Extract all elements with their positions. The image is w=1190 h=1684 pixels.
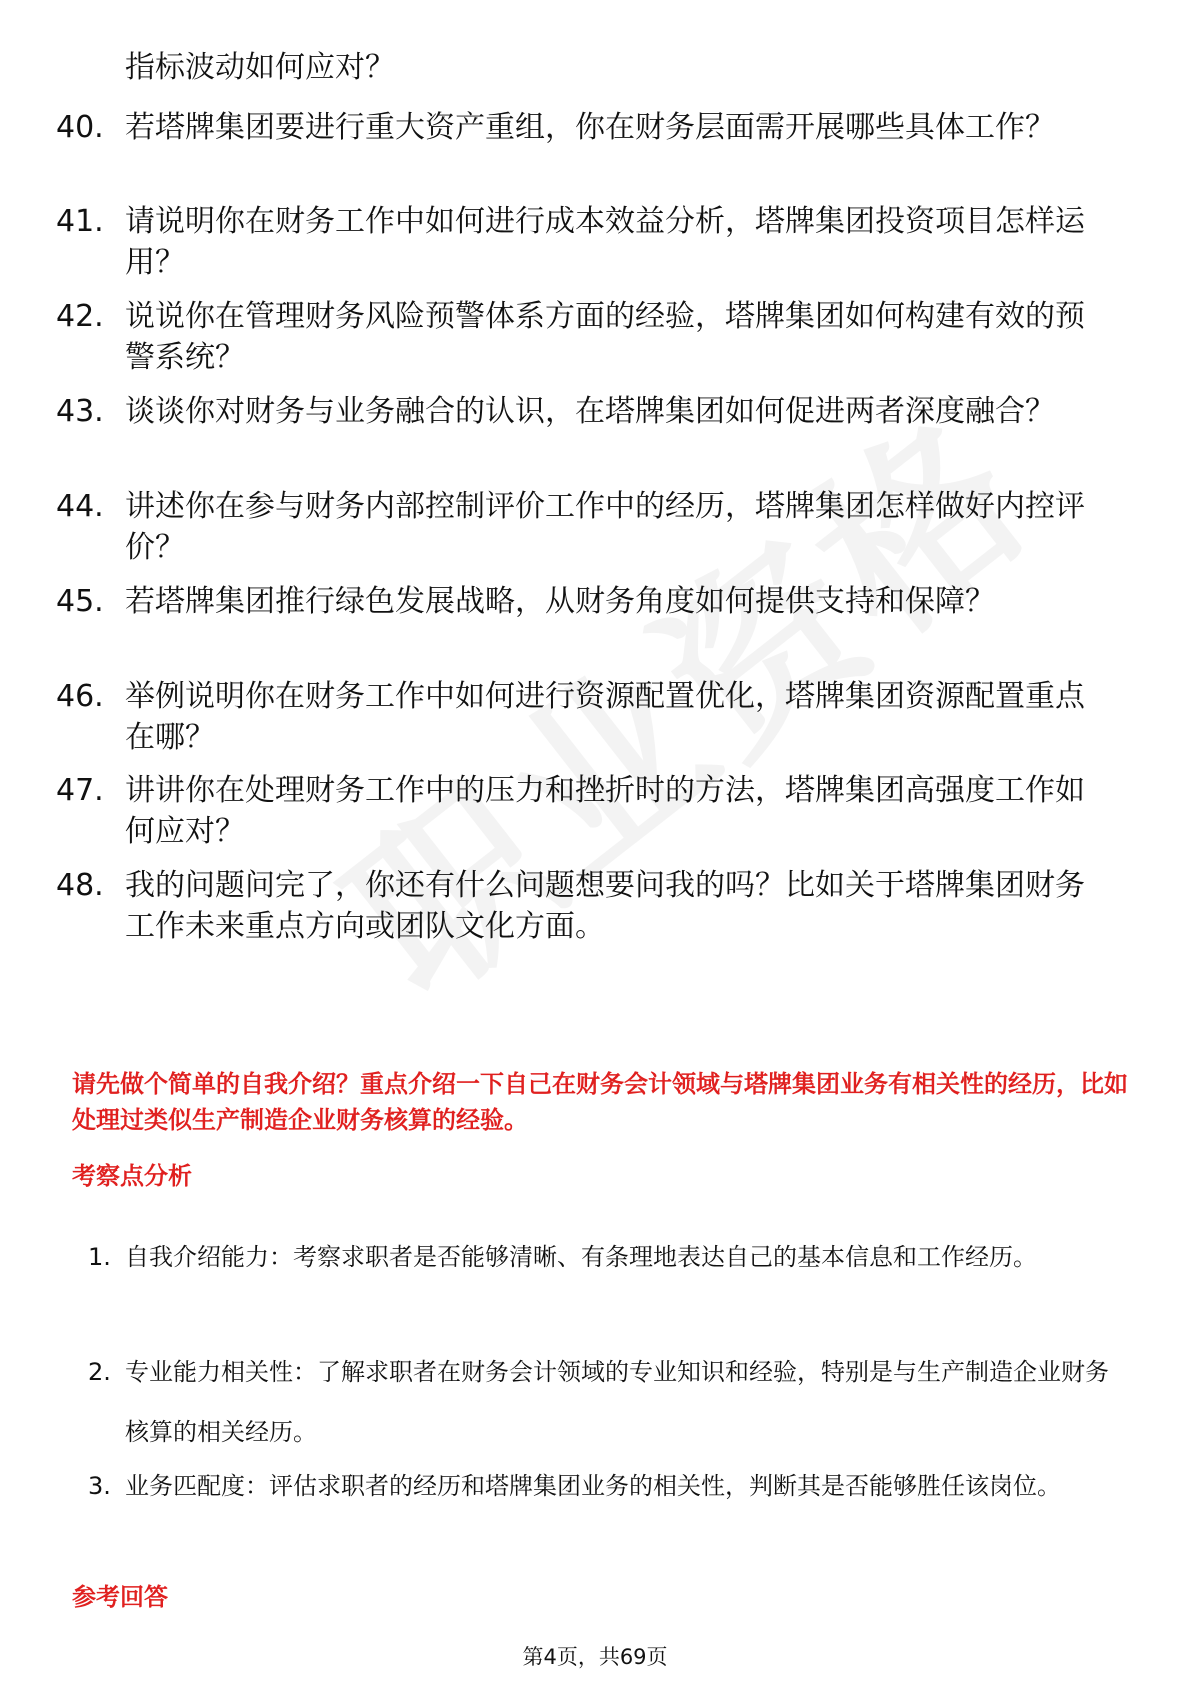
question-number: 40. (56, 110, 104, 145)
question-text: 若塔牌集团推行绿色发展战略，从财务角度如何提供支持和保障？ (125, 584, 995, 619)
question-number: 46. (56, 679, 104, 714)
question-text: 请说明你在财务工作中如何进行成本效益分析，塔牌集团投资项目怎样运用？ (125, 204, 1085, 280)
question-text: 若塔牌集团要进行重大资产重组，你在财务层面需开展哪些具体工作？ (125, 110, 1055, 145)
point-number: 2. (88, 1358, 111, 1386)
question-text: 讲讲你在处理财务工作中的压力和挫折时的方法，塔牌集团高强度工作如何应对？ (125, 773, 1085, 849)
question-text: 指标波动如何应对？ (125, 50, 395, 85)
point-text: 自我介绍能力：考察求职者是否能够清晰、有条理地表达自己的基本信息和工作经历。 (125, 1243, 1037, 1271)
analysis-heading: 考察点分析 (72, 1162, 192, 1190)
point-text: 业务匹配度：评估求职者的经历和塔牌集团业务的相关性，判断其是否能够胜任该岗位。 (125, 1472, 1061, 1500)
question-number: 48. (56, 868, 104, 903)
question-number: 47. (56, 773, 104, 808)
page-footer: 第4页，共69页 (522, 1645, 668, 1669)
intro-question: 请先做个简单的自我介绍？重点介绍一下自己在财务会计领域与塔牌集团业务有相关性的经历，比如处理过类似生产制造企业财务核算的经验。 (72, 1070, 1128, 1134)
question-text: 举例说明你在财务工作中如何进行资源配置优化，塔牌集团资源配置重点在哪？ (125, 679, 1085, 755)
question-text: 谈谈你对财务与业务融合的认识，在塔牌集团如何促进两者深度融合？ (125, 394, 1055, 429)
question-number: 44. (56, 489, 104, 524)
question-number: 45. (56, 584, 104, 619)
question-number: 41. (56, 204, 104, 239)
question-text: 我的问题问完了，你还有什么问题想要问我的吗？比如关于塔牌集团财务工作未来重点方向或团队文化方面。 (125, 868, 1085, 944)
point-number: 1. (88, 1243, 111, 1271)
question-text: 讲述你在参与财务内部控制评价工作中的经历，塔牌集团怎样做好内控评价？ (125, 489, 1085, 565)
question-text: 说说你在管理财务风险预警体系方面的经验，塔牌集团如何构建有效的预警系统？ (125, 299, 1085, 375)
point-text: 专业能力相关性：了解求职者在财务会计领域的专业知识和经验，特别是与生产制造企业财务核算的相关经历。 (125, 1358, 1109, 1446)
question-number: 43. (56, 394, 104, 429)
question-number: 42. (56, 299, 104, 334)
point-number: 3. (88, 1472, 111, 1500)
answer-heading: 参考回答 (72, 1583, 168, 1611)
